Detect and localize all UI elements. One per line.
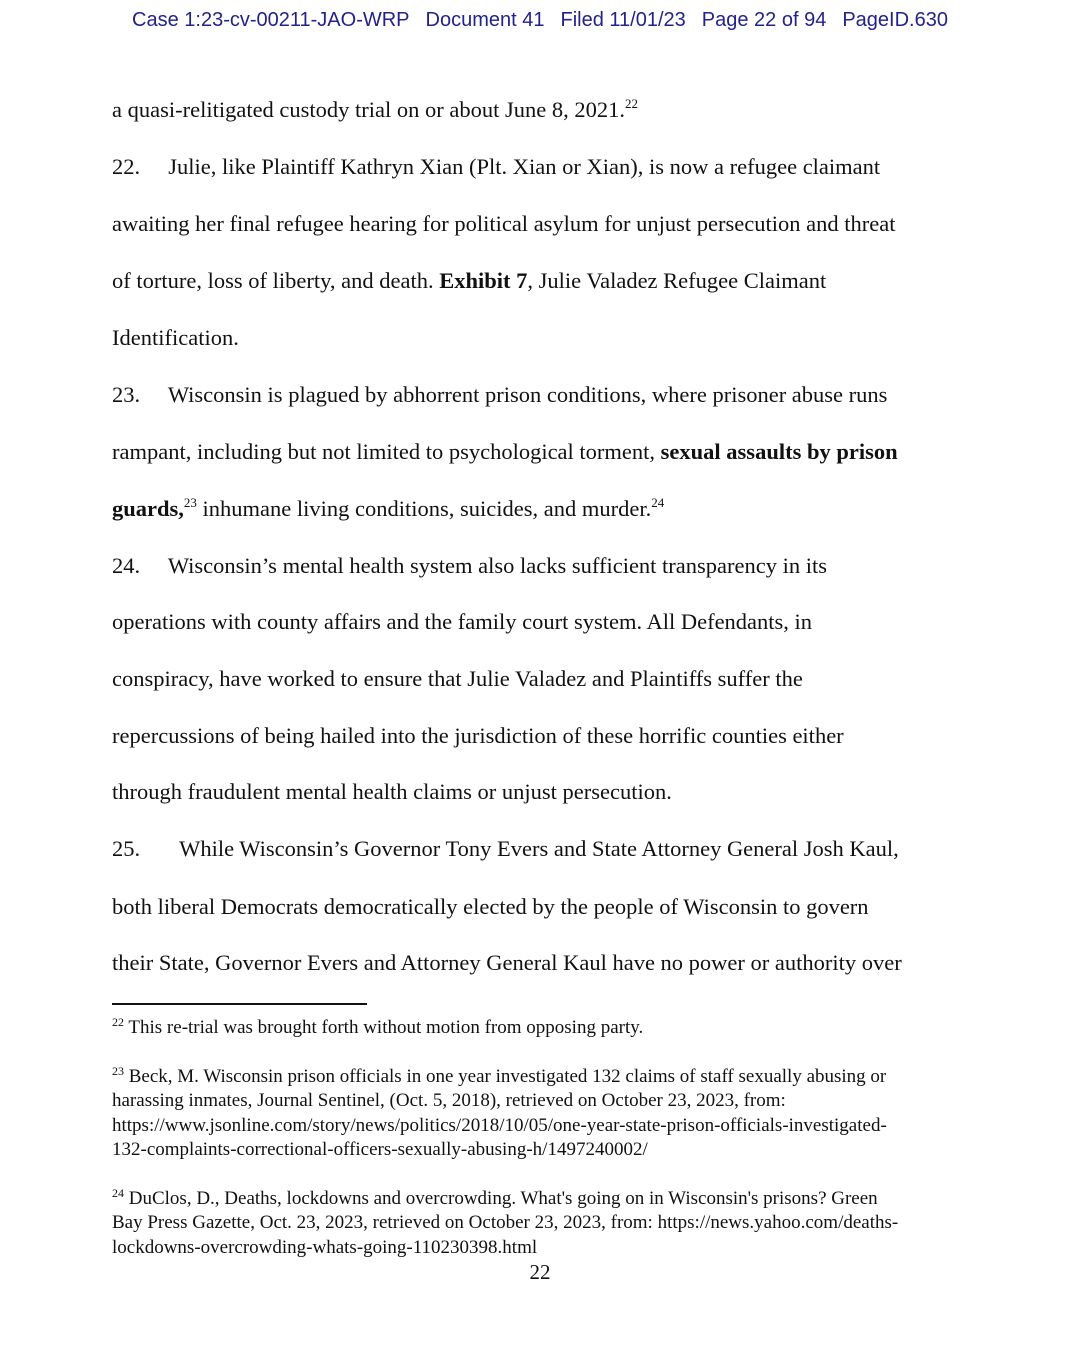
footnote-ref: 23: [183, 495, 197, 510]
footnote-line: [112, 1114, 887, 1138]
footnote-ref: 22: [625, 96, 639, 111]
body-line: [112, 324, 239, 352]
body-line: [112, 153, 880, 181]
text-run: https://www.jsonline.com/story/news/politics/2018/10/05/one-year-state-prison-officials-investigated-: [112, 1115, 887, 1136]
text-run: conspiracy, have worked to ensure that Julie Valadez and Plaintiffs suffer the: [112, 666, 803, 691]
text-run: both liberal Democrats democratically elected by the people of Wisconsin to govern: [112, 894, 869, 919]
text-run: awaiting her final refugee hearing for political asylum for unjust persecution and threat: [112, 211, 896, 236]
body-line: [112, 893, 869, 921]
document-number: Document 41: [425, 9, 545, 31]
text-run: inhumane living conditions, suicides, and murder.: [196, 496, 652, 521]
text-run: 22. Julie, like Plaintiff Kathryn Xian (Plt. Xian or Xian), is now a refugee claimant: [112, 154, 881, 179]
body-line: [112, 495, 664, 523]
text-run: repercussions of being hailed into the jurisdiction of these horrific counties either: [112, 723, 844, 748]
footnote-line: [112, 1065, 886, 1089]
body-line: [112, 778, 672, 806]
body-line: [112, 96, 638, 124]
case-header: [0, 9, 1080, 32]
footnote-line: [112, 1138, 648, 1162]
text-run: through fraudulent mental health claims or unjust persecution.: [112, 779, 672, 804]
case-number: Case 1:23-cv-00211-JAO-WRP: [132, 9, 410, 31]
text-run: guards,: [112, 496, 184, 521]
text-run: , Julie Valadez Refugee Claimant: [527, 268, 827, 293]
footnote-line: [112, 1211, 898, 1235]
footnote-ref: 23: [112, 1064, 124, 1078]
footnote-ref: 24: [651, 495, 665, 510]
text-run: their State, Governor Evers and Attorney General Kaul have no power or authority over: [112, 950, 902, 975]
footnote-divider: [112, 1003, 367, 1005]
body-line: [112, 949, 902, 977]
body-line: [112, 665, 803, 693]
text-run: This re-trial was brought forth without motion from opposing party.: [124, 1017, 644, 1038]
page-of: Page 22 of 94: [701, 9, 827, 31]
text-run: Beck, M. Wisconsin prison officials in one year investigated 132 claims of staff sexually abusing or: [124, 1066, 887, 1087]
footnote-line: [112, 1236, 537, 1260]
text-run: 132-complaints-correctional-officers-sexually-abusing-h/1497240002/: [112, 1139, 648, 1160]
text-run: lockdowns-overcrowding-whats-going-110230398.html: [112, 1237, 538, 1258]
text-run: a quasi-relitigated custody trial on or about June 8, 2021.: [112, 97, 626, 122]
text-run: operations with county affairs and the family court system. All Defendants, in: [112, 609, 813, 634]
footnote-line: [112, 1187, 878, 1211]
footnote-line: [112, 1016, 643, 1040]
footnote-ref: 22: [112, 1015, 124, 1029]
text-run: harassing inmates, Journal Sentinel, (Oct. 5, 2018), retrieved on October 23, 2023, from:: [112, 1090, 786, 1111]
text-run: Identification.: [112, 325, 239, 350]
text-run: 25. While Wisconsin’s Governor Tony Evers and State Attorney General Josh Kaul,: [112, 836, 899, 861]
text-run: DuClos, D., Deaths, lockdowns and overcrowding. What's going on in Wisconsin's prisons? Green: [124, 1188, 878, 1209]
body-line: [112, 381, 887, 409]
text-run: of torture, loss of liberty, and death.: [112, 268, 440, 293]
text-run: rampant, including but not limited to psychological torment,: [112, 439, 661, 464]
text-run: Bay Press Gazette, Oct. 23, 2023, retrieved on October 23, 2023, from: https://news.yahoo.com/deaths-: [112, 1212, 899, 1233]
text-run: Exhibit 7: [439, 268, 528, 293]
text-run: sexual assaults by prison: [660, 439, 898, 464]
body-line: [112, 608, 812, 636]
text-run: 23. Wisconsin is plagued by abhorrent prison conditions, where prisoner abuse runs: [112, 382, 888, 407]
footnote-ref: 24: [112, 1186, 124, 1200]
body-line: [112, 835, 899, 863]
page-id: PageID.630: [842, 9, 948, 31]
body-line: [112, 267, 826, 295]
body-line: [112, 210, 895, 238]
text-run: 24. Wisconsin’s mental health system also lacks sufficient transparency in its: [112, 553, 828, 578]
body-line: [112, 552, 827, 580]
body-line: [112, 438, 898, 466]
body-line: [112, 722, 844, 750]
filed-date: Filed 11/01/23: [560, 9, 686, 31]
footnote-line: [112, 1089, 786, 1113]
page-number: 22: [529, 1260, 551, 1284]
